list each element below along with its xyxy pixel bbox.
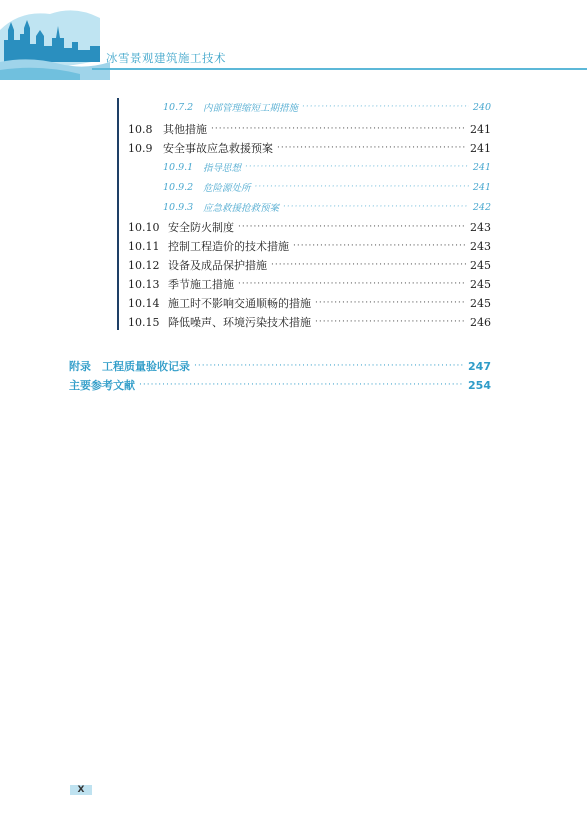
toc-leader-dots — [245, 162, 469, 172]
toc-entry-10-11[interactable] — [128, 237, 491, 255]
toc-entry-number: 10.8 — [128, 122, 153, 136]
toc-entry-page: 242 — [472, 201, 491, 213]
toc-entry-number: 10.9.3 — [163, 201, 194, 213]
toc-entry-page: 243 — [470, 239, 491, 253]
toc-entry-number: 10.13 — [128, 277, 160, 291]
toc-entry-title: 控制工程造价的技术措施 — [168, 240, 289, 253]
toc-leader-dots — [255, 182, 469, 192]
toc-entry-10-7-2[interactable] — [163, 98, 491, 116]
toc-entry-title: 季节施工措施 — [168, 278, 234, 291]
toc-entry-10-13[interactable] — [128, 275, 491, 293]
toc-entry-10-8[interactable] — [128, 120, 491, 138]
toc-entry-10-12[interactable] — [128, 256, 491, 274]
toc-entry-title: 危险源处所 — [203, 183, 251, 194]
toc-leader-dots — [302, 102, 469, 112]
toc-leader-dots — [315, 298, 466, 308]
toc-leader-dots — [283, 202, 469, 212]
toc-entry-10-9-2[interactable] — [163, 178, 491, 196]
toc-entry-number: 10.9.2 — [163, 181, 194, 193]
toc-entry-page: 241 — [472, 161, 491, 173]
toc-entry-page: 245 — [470, 296, 491, 310]
toc-entry-number: 10.9 — [128, 141, 153, 155]
page-number: X — [70, 785, 92, 795]
toc-entry-page: 240 — [472, 101, 491, 113]
toc-leader-dots — [238, 222, 466, 232]
toc-vertical-bar — [117, 98, 119, 330]
toc-entry-10-9-1[interactable] — [163, 158, 491, 176]
toc-references-page: 254 — [468, 378, 491, 392]
running-header-title: 冰雪景观建筑施工技术 — [106, 51, 226, 65]
toc-entry-title: 其他措施 — [163, 123, 207, 136]
toc-entry-number: 10.10 — [128, 220, 160, 234]
toc-entry-title: 安全事故应急救援预案 — [163, 142, 273, 155]
toc-entry-10-10[interactable] — [128, 218, 491, 236]
toc-entry-title: 降低噪声、环境污染技术措施 — [168, 316, 311, 329]
toc-leader-dots — [194, 361, 464, 371]
toc-leader-dots — [238, 279, 466, 289]
toc-leader-dots — [277, 143, 466, 153]
toc-entry-title: 设备及成品保护措施 — [168, 259, 267, 272]
toc-entry-number: 10.11 — [128, 239, 160, 253]
toc-entry-number: 10.7.2 — [163, 101, 194, 113]
toc-entry-title: 指导思想 — [203, 163, 242, 174]
toc-entry-page: 241 — [470, 141, 491, 155]
toc-entry-number: 10.14 — [128, 296, 160, 310]
toc-leader-dots — [293, 241, 466, 251]
toc-entry-page: 246 — [470, 315, 491, 329]
header-rule — [92, 68, 587, 70]
toc-references-title: 主要参考文献 — [69, 379, 135, 392]
toc-entry-10-9-3[interactable] — [163, 198, 491, 216]
toc-entry-page: 245 — [470, 258, 491, 272]
toc-entry-page: 245 — [470, 277, 491, 291]
toc-entry-number: 10.15 — [128, 315, 160, 329]
toc-entry-number: 10.9.1 — [163, 161, 194, 173]
toc-leader-dots — [271, 260, 466, 270]
toc-entry-page: 243 — [470, 220, 491, 234]
toc-appendix-entry[interactable] — [69, 357, 491, 375]
toc-leader-dots — [315, 317, 466, 327]
toc-entry-title: 应急救援抢救预案 — [203, 203, 280, 214]
toc-entry-page: 241 — [470, 122, 491, 136]
toc-leader-dots — [139, 380, 464, 390]
toc-leader-dots — [211, 124, 466, 134]
toc-entry-10-9[interactable] — [128, 139, 491, 157]
toc-entry-number: 10.12 — [128, 258, 160, 272]
toc-entry-title: 内部管理缩短工期措施 — [203, 103, 299, 114]
toc-appendix-page: 247 — [468, 359, 491, 373]
toc-entry-page: 241 — [472, 181, 491, 193]
toc-entry-title: 施工时不影响交通顺畅的措施 — [168, 297, 311, 310]
toc-entry-10-14[interactable] — [128, 294, 491, 312]
toc-appendix-title: 附录 工程质量验收记录 — [69, 360, 190, 373]
toc-entry-10-15[interactable] — [128, 313, 491, 331]
toc-entry-title: 安全防火制度 — [168, 221, 234, 234]
toc-references-entry[interactable] — [69, 376, 491, 394]
